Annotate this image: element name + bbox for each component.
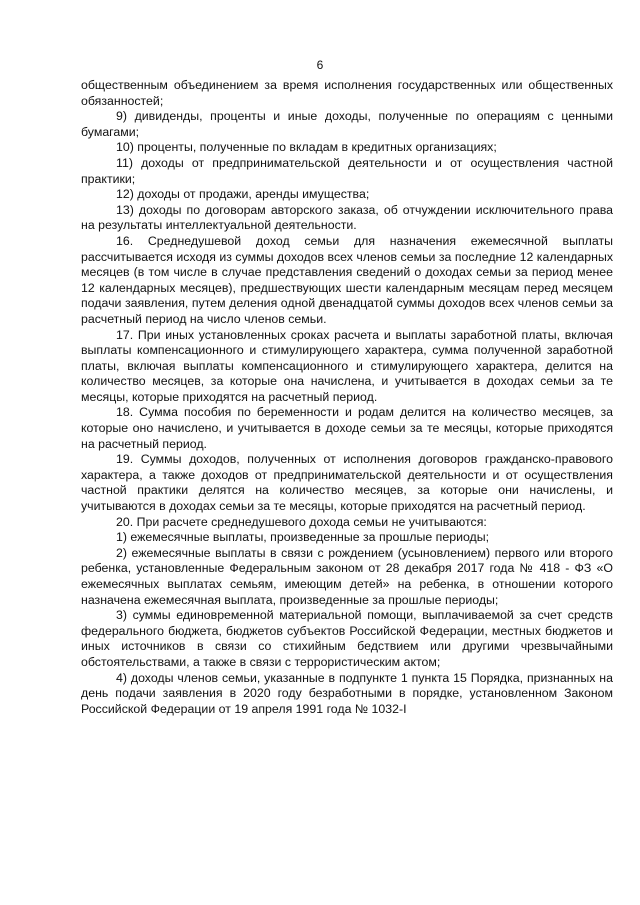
paragraph: 2) ежемесячные выплаты в связи с рождением (усыновлением) первого или второго ребенка, установленные Федеральным законом от 28 декабря 2017 года № 418 - ФЗ «О ежемесячных выплатах семьям, имеющим детей» на ребенка, в отношении которого назначена ежемесячная выплата, произведенные за прошлые периоды; [81, 545, 613, 607]
paragraph: 17. При иных установленных сроках расчета и выплаты заработной платы, включая выплаты компенсационного и стимулирующего характера, сумма полученной заработной платы, включая выплаты компенсационного и стимулирующего характера, делится на количество месяцев, за которые она начислена, и учитывается в доходах семьи за те месяцы, которые приходятся на расчетный период. [81, 327, 613, 404]
paragraph: 10) проценты, полученные по вкладам в кредитных организациях; [116, 140, 497, 155]
paragraph: 1) ежемесячные выплаты, произведенные за прошлые периоды; [116, 530, 490, 545]
paragraph: 16. Среднедушевой доход семьи для назначения ежемесячной выплаты рассчитывается исходя из суммы доходов всех членов семьи за последние 12 календарных месяцев (в том числе в случае представления сведений о доходах семьи за период менее 12 календарных месяцев), предшествующих шести календарным месяцам перед месяцем подачи заявления, путем деления одной двенадцатой суммы доходов всех членов семьи за расчетный период на число членов семьи. [81, 233, 613, 326]
paragraph: общественным объединением за время исполнения государственных или общественных обязанностей; [81, 78, 613, 108]
paragraph: 4) доходы членов семьи, указанные в подпункте 1 пункта 15 Порядка, признанных на день подачи заявления в 2020 году безработными в порядке, установленном Законом Российской Федерации от 19 апреля 1991 года № 1032-I [81, 670, 613, 716]
paragraph: 20. При расчете среднедушевого дохода семьи не учитываются: [116, 514, 487, 529]
paragraph: 19. Суммы доходов, полученных от исполнения договоров гражданско-правового характера, а также доходов от предпринимательской деятельности и от осуществления частной практики делятся на количество месяцев, за которые они начислены, и учитываются в доходах семьи за те месяцы, которые приходятся на расчетный период. [81, 452, 613, 514]
paragraph: 18. Сумма пособия по беременности и родам делится на количество месяцев, за которые оно начислено, и учитывается в доходе семьи за те месяцы, которые приходятся на расчетный период. [81, 405, 613, 451]
paragraph: 11) доходы от предпринимательской деятельности и от осуществления частной практики; [81, 155, 613, 186]
page-number: 6 [316, 58, 324, 72]
paragraph: 12) доходы от продажи, аренды имущества; [116, 187, 370, 202]
document-body [81, 78, 613, 717]
paragraph: 3) суммы единовременной материальной помощи, выплачиваемой за счет средств федерального бюджета, бюджетов субъектов Российской Федерации, местных бюджетов и иных источников в связи со стихийным бедствием или другими чрезвычайными обстоятельствами, а также в связи с террористическим актом; [81, 608, 613, 669]
paragraph: 13) доходы по договорам авторского заказа, об отчуждении исключительного права на результаты интеллектуальной деятельности. [81, 202, 613, 233]
paragraph: 9) дивиденды, проценты и иные доходы, полученные по операциям с ценными бумагами; [81, 109, 613, 139]
